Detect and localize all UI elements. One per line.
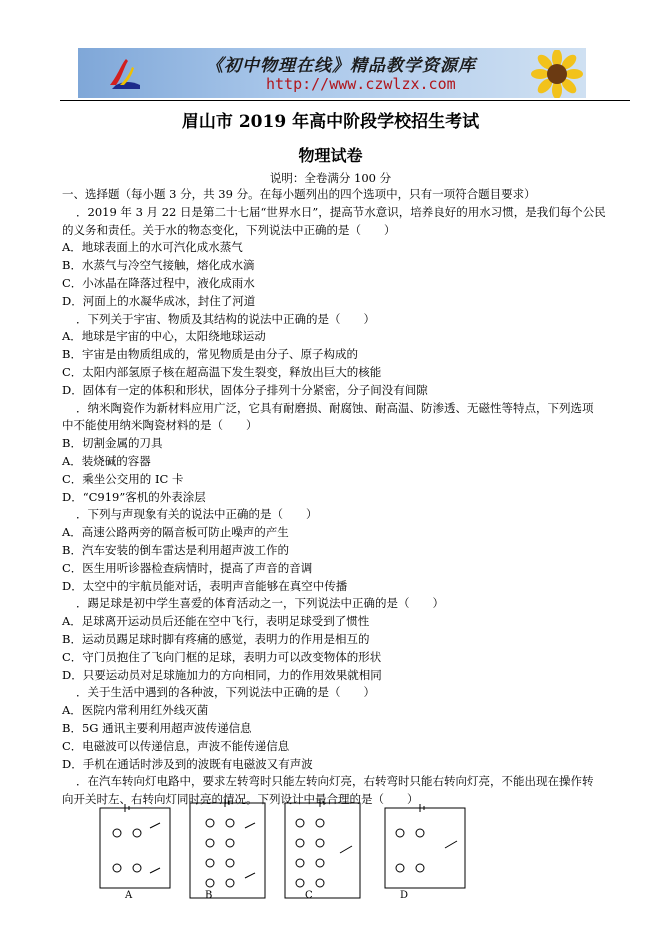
text-line: C．太阳内部氢原子核在超高温下发生裂变，释放出巨大的核能 [62,364,382,379]
text-line: B．汽车安装的倒车雷达是利用超声波工作的 [62,542,289,557]
text-line: ．纳米陶瓷作为新材料应用广泛，它具有耐磨损、耐腐蚀、耐高温、防渗透、无磁性等特点，下列选项 [76,400,594,415]
text-line: D．只要运动员对足球施加力的方向相同，力的作用效果就相同 [62,667,382,682]
circuit-option-labels [95,890,515,904]
text-line: A．足球离开运动员后还能在空中飞行，表明足球受到了惯性 [62,614,370,629]
option-a-label: A [125,890,133,901]
text-line: ．在汽车转向灯电路中，要求左转弯时只能左转向灯亮，右转弯时只能右转向灯亮，不能出现在操作转 [76,774,594,789]
text-line: A．高速公路两旁的隔音板可防止噪声的产生 [62,525,289,540]
logo-icon [106,55,142,91]
exam-subtitle: 物理试卷 [298,146,363,165]
text-line: ．2019 年 3 月 22 日是第二十七届“世界水日”，提高节水意识，培养良好的用水习惯，是我们每个公民 [76,204,606,219]
text-line: B．宇宙是由物质组成的，常见物质是由分子、原子构成的 [62,347,358,362]
text-line: ．关于生活中遇到的各种波，下列说法中正确的是（ ） [76,685,375,700]
text-line: B．5G 通讯主要利用超声波传递信息 [62,720,252,735]
circuit-d [385,804,465,888]
option-b-label: B [205,890,213,901]
exam-note: 说明：全卷满分 100 分 [269,171,392,185]
text-line: C．医生用听诊器检查病情时，提高了声音的音调 [62,560,313,575]
circuit-c [285,799,360,898]
text-line: B．运动员踢足球时脚有疼痛的感觉，表明力的作用是相互的 [62,631,370,646]
sunflower-icon [528,50,586,98]
text-line: A．医院内常利用红外线灭菌 [62,703,209,718]
circuit-diagrams [95,798,475,904]
text-line: A．装烧碱的容器 [62,453,151,468]
banner-url[interactable]: http://www.czwlzx.com [266,75,456,93]
text-line: 一、选择题（每小题 3 分，共 39 分。在每小题列出的四个选项中，只有一项符合题目要求） [62,187,536,201]
text-line: C．小冰晶在降落过程中，液化成雨水 [62,275,255,290]
header-rule [60,100,630,101]
text-line: D．固体有一定的体积和形状，固体分子排列十分紧密，分子间没有间隙 [62,382,428,397]
text-line: D．太空中的宇航员能对话，表明声音能够在真空中传播 [62,578,348,593]
text-line: D．“C919”客机的外表涂层 [62,489,206,504]
question-text [62,186,632,809]
text-line: D．河面上的水凝华成冰，封住了河道 [62,293,256,308]
text-line: 中不能使用纳米陶瓷材料的是（ ） [62,418,258,433]
text-line: C．电磁波可以传递信息，声波不能传递信息 [62,738,290,753]
text-line: C．乘坐公交用的 IC 卡 [62,471,184,486]
circuit-a [100,804,170,888]
text-line: B．水蒸气与冷空气接触，熔化成水滴 [62,258,255,273]
option-d-label: D [400,890,409,901]
text-line: C．守门员抱住了飞向门框的足球，表明力可以改变物体的形状 [62,649,382,664]
text-line: B．切割金属的刀具 [62,436,163,451]
header-banner [78,48,586,98]
exam-title: 眉山市 2019 年高中阶段学校招生考试 [181,112,480,132]
circuit-b [190,799,265,898]
text-line: 向开关时左、右转向灯同时亮的情况。下列设计中最合理的是（ ） [62,792,419,807]
option-c-label: C [305,890,313,901]
text-line: ．踢足球是初中学生喜爱的体育活动之一，下列说法中正确的是（ ） [76,596,444,611]
banner-title: 《初中物理在线》精品教学资源库 [206,56,476,76]
text-line: A．地球是宇宙的中心，太阳绕地球运动 [62,329,266,344]
text-line: A．地球表面上的水可汽化成水蒸气 [62,240,243,255]
text-line: D．手机在通话时涉及到的波既有电磁波又有声波 [62,756,313,771]
text-line: ．下列与声现象有关的说法中正确的是（ ） [76,507,318,522]
text-line: ．下列关于宇宙、物质及其结构的说法中正确的是（ ） [76,311,375,326]
text-line: 的义务和责任。关于水的物态变化，下列说法中正确的是（ ） [62,222,396,237]
